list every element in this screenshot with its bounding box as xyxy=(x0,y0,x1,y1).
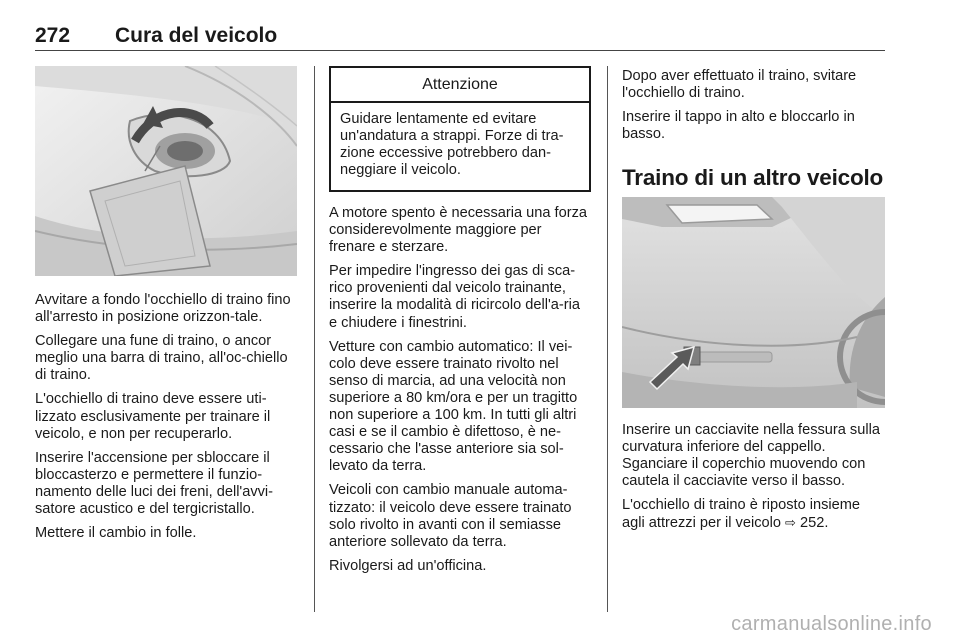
header-divider xyxy=(35,50,885,51)
column-3-top-text xyxy=(622,68,886,150)
paragraph: Veicoli con cambio manuale automa-tizzato: il veicolo deve essere trainato solo rivolto in avanti con il semiasse anteriore sollevato da terra. xyxy=(329,482,572,550)
paragraph: Inserire l'accensione per sbloccare il bloccasterzo e permettere il funzio-namento delle luci dei freni, dell'avvi-satore acustico e del tergicristallo. xyxy=(35,449,274,518)
column-divider-1 xyxy=(314,66,315,612)
paragraph: Dopo aver effettuato il traino, svitare l'occhiello di traino. xyxy=(622,68,857,102)
page-title: Cura del veicolo xyxy=(115,24,278,47)
column-divider-2 xyxy=(607,66,608,612)
notice-title: Attenzione xyxy=(331,68,589,103)
notice-body: Guidare lentamente ed evitare un'andatura a strappi. Forze di tra-zione eccessive potrebbero dan-neggiare il veicolo. xyxy=(340,111,564,179)
paragraph: A motore spento è necessaria una forza considerevolmente maggiore per frenare e sterzare. xyxy=(329,205,587,256)
column-1-text xyxy=(35,292,297,549)
paragraph: Collegare una fune di traino, o ancor meglio una barra di traino, all'oc-chiello di traino. xyxy=(35,333,288,384)
towing-eye-illustration xyxy=(35,66,297,276)
warning-notice-box xyxy=(329,66,591,192)
paragraph: L'occhiello di traino deve essere uti-lizzato esclusivamente per trainare il veicolo, e non per recuperarlo. xyxy=(35,391,271,442)
watermark: carmanualsonline.info xyxy=(731,613,932,635)
section-heading: Traino di un altro veicolo xyxy=(622,165,884,190)
page-number: 272 xyxy=(35,24,71,47)
paragraph: Mettere il cambio in folle. xyxy=(35,525,197,542)
paragraph: Inserire il tappo in alto e bloccarlo in basso. xyxy=(622,109,855,143)
reference-page-link[interactable]: 252. xyxy=(800,515,829,532)
paragraph-with-reference xyxy=(622,497,886,532)
reference-text: L'occhiello di traino è riposto insieme agli attrezzi per il veicolo xyxy=(622,497,861,532)
column-2-text xyxy=(329,205,591,582)
paragraph: Vetture con cambio automatico: Il vei-colo deve essere trainato rivolto nel senso di marcia, ad una velocità non superiore a 80 km/ora e per un tragitto non superiore a 100 km. In tutti gli altri casi e se il cambio è difettoso, è ne-cessario che l'asse anteriore sia sol-levato da terra. xyxy=(329,338,578,475)
page-reference-arrow-icon: ⇨ xyxy=(785,515,796,531)
rear-bumper-illustration xyxy=(622,197,885,408)
paragraph: Rivolgersi ad un'officina. xyxy=(329,557,487,574)
paragraph: Inserire un cacciavite nella fessura sulla curvatura inferiore del cappello. Sganciare il coperchio muovendo con cautela il cacciavite verso il basso. xyxy=(622,422,880,490)
paragraph: Per impedire l'ingresso dei gas di sca-rico provenienti dal veicolo trainante, inserire la modalità di ricircolo dell'a-ria e chiudere i finestrini. xyxy=(329,263,580,331)
column-3-bottom-text xyxy=(622,422,886,540)
paragraph: Avvitare a fondo l'occhiello di traino fino all'arresto in posizione orizzon-tale. xyxy=(35,292,291,326)
header-bar xyxy=(35,24,885,50)
